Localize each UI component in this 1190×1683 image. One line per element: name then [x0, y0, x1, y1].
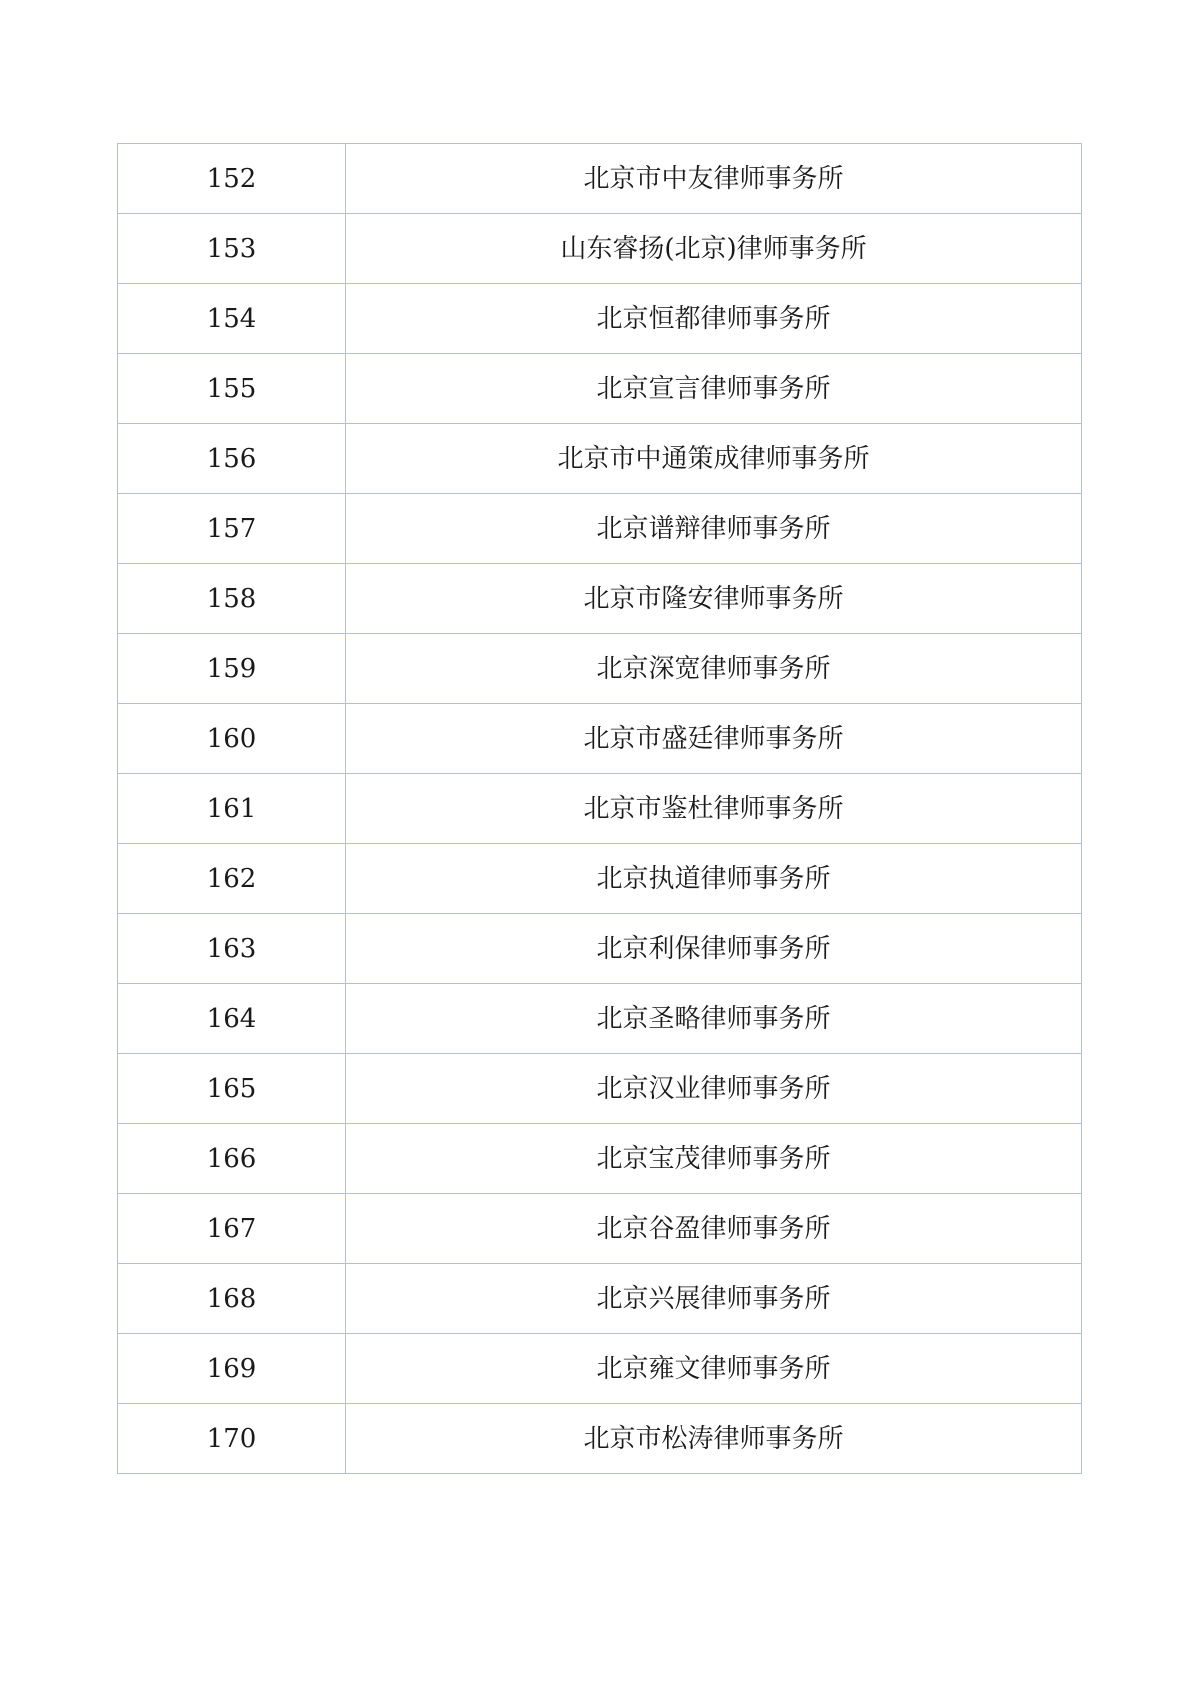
law-firm-name: 北京市中通策成律师事务所 — [346, 424, 1082, 494]
law-firm-name: 北京利保律师事务所 — [346, 914, 1082, 984]
law-firm-name: 北京市鉴杜律师事务所 — [346, 774, 1082, 844]
table-row — [118, 984, 1082, 1054]
table-row — [118, 564, 1082, 634]
table-row — [118, 1194, 1082, 1264]
table-row — [118, 704, 1082, 774]
row-number: 167 — [118, 1194, 346, 1264]
row-number: 168 — [118, 1264, 346, 1334]
row-number: 163 — [118, 914, 346, 984]
law-firm-name: 北京圣略律师事务所 — [346, 984, 1082, 1054]
law-firm-name: 北京兴展律师事务所 — [346, 1264, 1082, 1334]
law-firm-name: 北京市盛廷律师事务所 — [346, 704, 1082, 774]
law-firm-name: 北京汉业律师事务所 — [346, 1054, 1082, 1124]
row-number: 160 — [118, 704, 346, 774]
table-row — [118, 284, 1082, 354]
law-firm-name: 北京市隆安律师事务所 — [346, 564, 1082, 634]
law-firm-name: 北京恒都律师事务所 — [346, 284, 1082, 354]
row-number: 162 — [118, 844, 346, 914]
table-row — [118, 1404, 1082, 1474]
table-row — [118, 1124, 1082, 1194]
row-number: 157 — [118, 494, 346, 564]
row-number: 166 — [118, 1124, 346, 1194]
table-row — [118, 1334, 1082, 1404]
row-number: 159 — [118, 634, 346, 704]
table-row — [118, 144, 1082, 214]
law-firm-name: 北京深宽律师事务所 — [346, 634, 1082, 704]
table-row — [118, 844, 1082, 914]
table-row — [118, 354, 1082, 424]
row-number: 154 — [118, 284, 346, 354]
table-row — [118, 774, 1082, 844]
law-firm-name: 北京市中友律师事务所 — [346, 144, 1082, 214]
law-firm-table — [117, 143, 1082, 1474]
row-number: 169 — [118, 1334, 346, 1404]
table-row — [118, 1264, 1082, 1334]
law-firm-name: 北京雍文律师事务所 — [346, 1334, 1082, 1404]
row-number: 156 — [118, 424, 346, 494]
law-firm-name: 北京宣言律师事务所 — [346, 354, 1082, 424]
table-row — [118, 424, 1082, 494]
law-firm-name: 北京谱辩律师事务所 — [346, 494, 1082, 564]
law-firm-name: 山东睿扬(北京)律师事务所 — [346, 214, 1082, 284]
row-number: 161 — [118, 774, 346, 844]
table-row — [118, 1054, 1082, 1124]
law-firm-name: 北京市松涛律师事务所 — [346, 1404, 1082, 1474]
row-number: 153 — [118, 214, 346, 284]
table-body — [118, 144, 1082, 1474]
row-number: 165 — [118, 1054, 346, 1124]
law-firm-name: 北京谷盈律师事务所 — [346, 1194, 1082, 1264]
law-firm-name: 北京执道律师事务所 — [346, 844, 1082, 914]
table-row — [118, 214, 1082, 284]
table-row — [118, 914, 1082, 984]
row-number: 152 — [118, 144, 346, 214]
row-number: 155 — [118, 354, 346, 424]
row-number: 170 — [118, 1404, 346, 1474]
table-row — [118, 494, 1082, 564]
row-number: 158 — [118, 564, 346, 634]
row-number: 164 — [118, 984, 346, 1054]
law-firm-name: 北京宝茂律师事务所 — [346, 1124, 1082, 1194]
table-row — [118, 634, 1082, 704]
